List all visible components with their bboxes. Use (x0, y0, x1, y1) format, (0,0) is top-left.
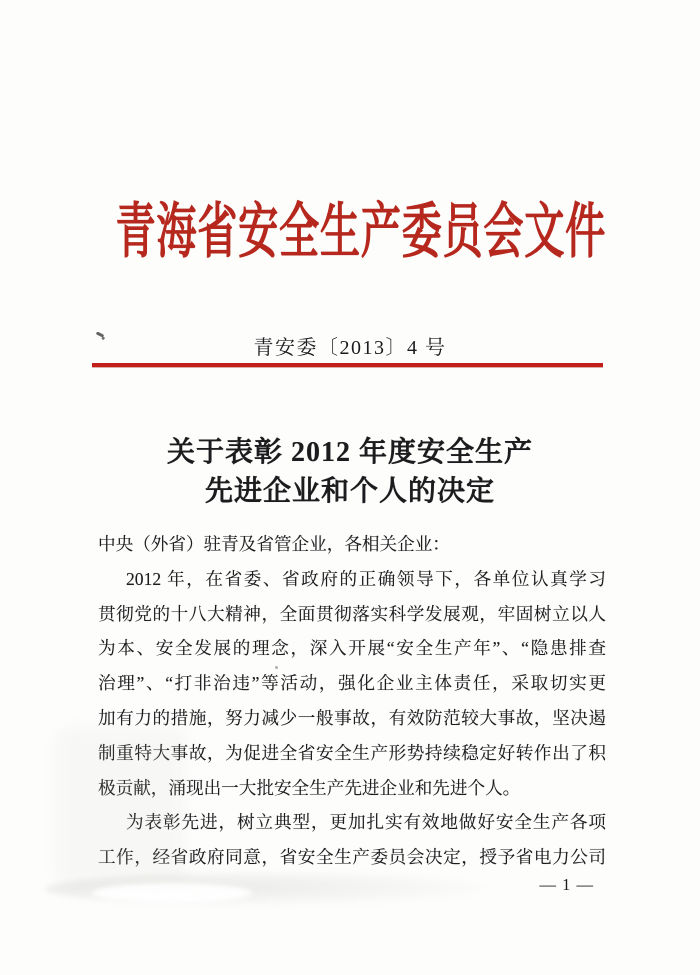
document-title-line1: 关于表彰 2012 年度安全生产 (166, 437, 533, 468)
body-line: 为表彰先进，树立典型，更加扎实有效地做好安全生产各项 (126, 812, 606, 833)
body-line: 加有力的措施，努力减少一般事故，有效防范较大事故，坚决遏 (98, 707, 606, 728)
body-line: 制重特大事故，为促进全省安全生产形势持续稳定好转作出了积 (98, 742, 606, 763)
body-line: 贯彻党的十八大精神，全面贯彻落实科学发展观，牢固树立以人 (98, 603, 606, 624)
scan-artifact-dot (275, 666, 278, 669)
body-line: 为本、安全发展的理念，深入开展“安全生产年”、“隐患排查 (98, 638, 606, 659)
red-divider-line (92, 363, 603, 367)
document-title (0, 433, 700, 511)
body-line: 中央（外省）驻青及省管企业，各相关企业： (98, 534, 450, 554)
body-line: 极贡献，涌现出一大批安全生产先进企业和先进个人。 (98, 777, 521, 798)
body-line: 2012 年，在省委、省政府的正确领导下，各单位认真学习 (126, 568, 606, 589)
scan-artifact-shading (56, 728, 186, 883)
page-number: — 1 — (539, 875, 594, 894)
scan-artifact-ink-tick (96, 331, 105, 337)
body-line: 工作，经省政府同意，省安全生产委员会决定，授予省电力公司 (98, 847, 606, 868)
scan-artifact-dot (236, 441, 239, 444)
body-line: 治理”、“打非治违”等活动，强化企业主体责任，采取切实更 (98, 673, 606, 694)
document-title-line2: 先进企业和个人的决定 (204, 476, 495, 507)
scan-artifact-whiteout (92, 883, 252, 903)
document-header-title: 青海省安全生产委员会文件 (115, 199, 606, 265)
document-number: 青安委〔2013〕4 号 (253, 337, 447, 359)
